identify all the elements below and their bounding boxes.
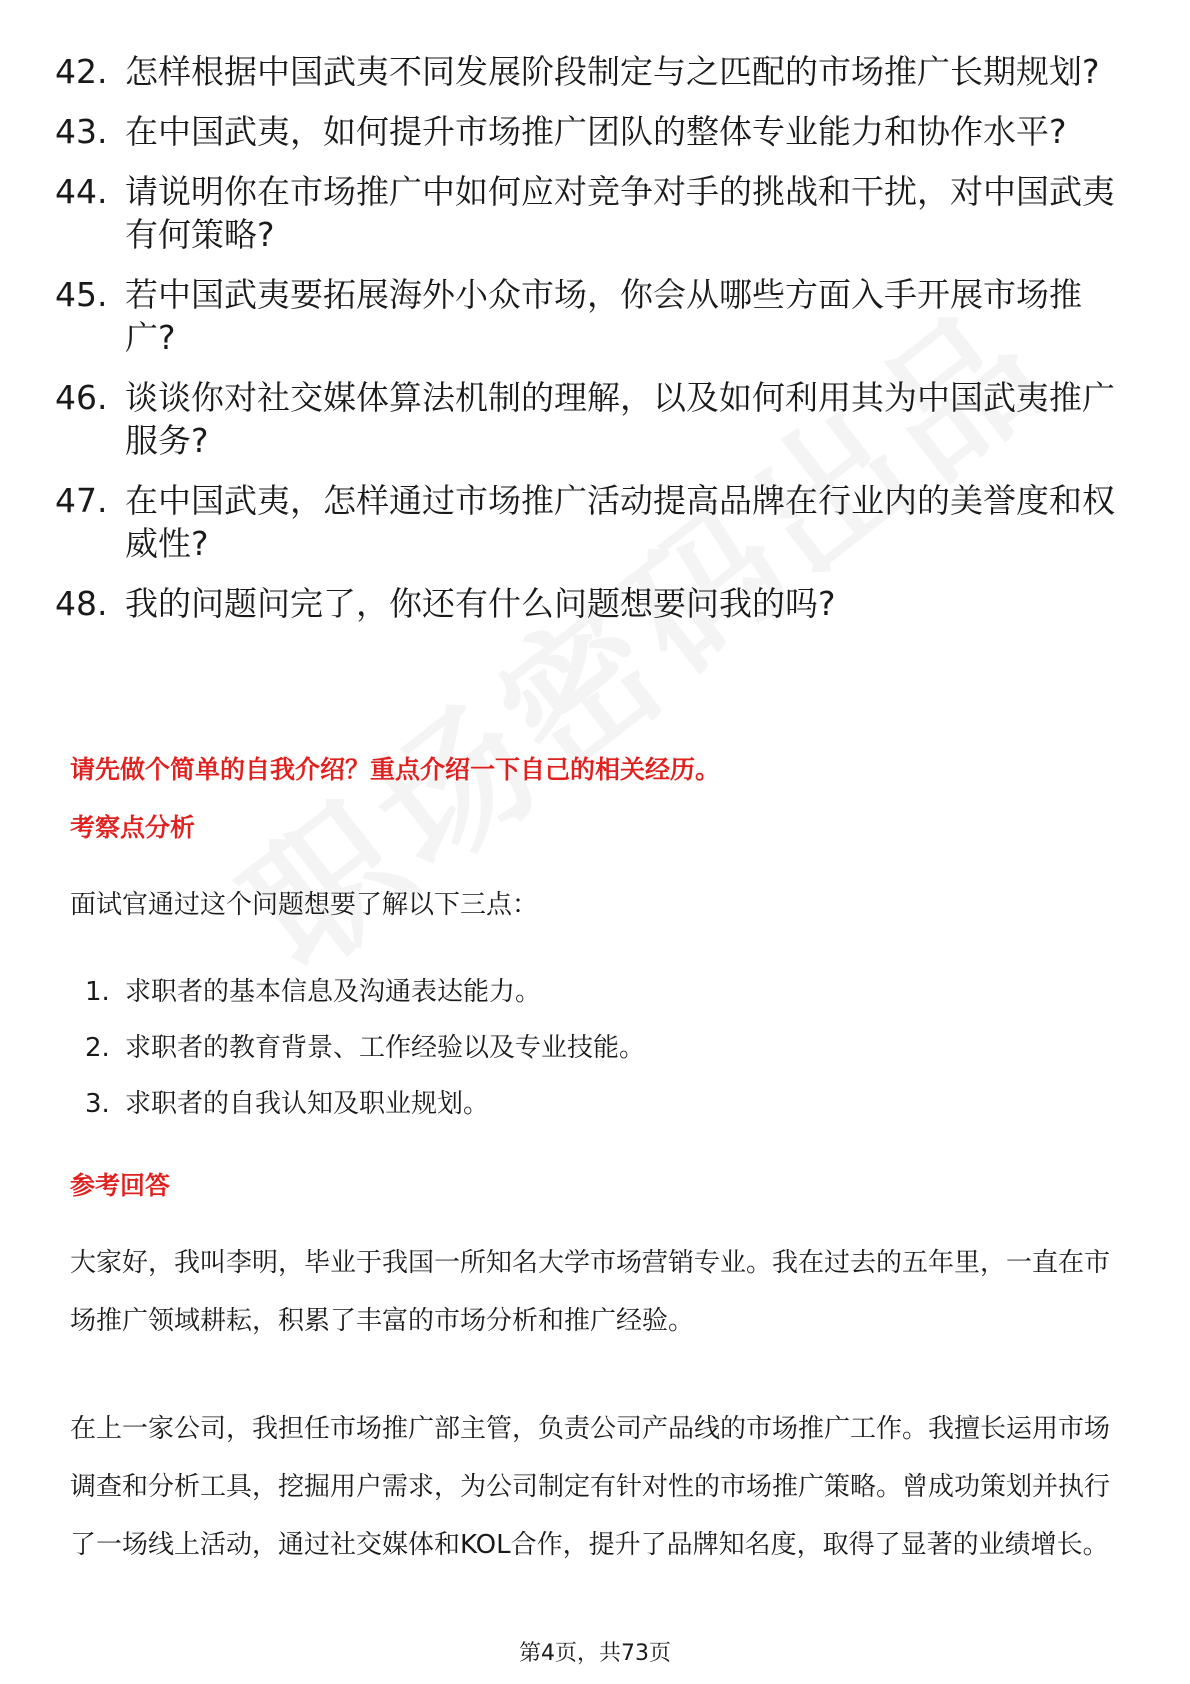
question-text: 请说明你在市场推广中如何应对竞争对手的挑战和干扰，对中国武夷有何策略?	[125, 172, 1115, 254]
question-number: 44.	[55, 172, 108, 211]
question-item	[55, 110, 1125, 153]
question-list	[55, 50, 1125, 642]
question-text: 我的问题问完了，你还有什么问题想要问我的吗?	[125, 584, 836, 623]
featured-question: 请先做个简单的自我介绍？重点介绍一下自己的相关经历。	[70, 755, 721, 784]
question-item	[55, 582, 1125, 625]
question-item	[55, 376, 1125, 462]
question-text: 怎样根据中国武夷不同发展阶段制定与之匹配的市场推广长期规划?	[125, 52, 1100, 91]
answer-paragraph: 在上一家公司，我担任市场推广部主管，负责公司产品线的市场推广工作。我擅长运用市场调查和分析工具，挖掘用户需求，为公司制定有针对性的市场推广策略。曾成功策划并执行了一场线上活动，通过社交媒体和KOL合作，提升了品牌知名度，取得了显著的业绩增长。	[70, 1414, 1111, 1560]
analysis-points	[85, 964, 645, 1132]
question-text: 若中国武夷要拓展海外小众市场，你会从哪些方面入手开展市场推广?	[125, 275, 1082, 357]
analysis-point	[85, 1076, 645, 1132]
analysis-heading: 考察点分析	[70, 813, 196, 842]
point-text: 求职者的基本信息及沟通表达能力。	[125, 977, 542, 1007]
point-number: 1.	[85, 977, 110, 1007]
question-text: 在中国武夷，如何提升市场推广团队的整体专业能力和协作水平?	[125, 112, 1067, 151]
page-footer: 第4页，共73页	[519, 1641, 671, 1666]
question-item	[55, 273, 1125, 359]
question-item	[55, 479, 1125, 565]
analysis-intro: 面试官通过这个问题想要了解以下三点：	[70, 890, 539, 920]
question-number: 45.	[55, 275, 108, 314]
answer-heading: 参考回答	[70, 1171, 171, 1200]
point-text: 求职者的自我认知及职业规划。	[125, 1089, 490, 1119]
analysis-point	[85, 1020, 645, 1076]
answer-paragraph: 大家好，我叫李明，毕业于我国一所知名大学市场营销专业。我在过去的五年里，一直在市场推广领域耕耘，积累了丰富的市场分析和推广经验。	[70, 1248, 1111, 1336]
question-item	[55, 170, 1125, 256]
point-text: 求职者的教育背景、工作经验以及专业技能。	[125, 1033, 646, 1063]
question-number: 43.	[55, 112, 108, 151]
point-number: 3.	[85, 1089, 110, 1119]
question-number: 47.	[55, 481, 108, 520]
analysis-point	[85, 964, 645, 1020]
question-text: 在中国武夷，怎样通过市场推广活动提高品牌在行业内的美誉度和权威性?	[125, 481, 1115, 563]
point-number: 2.	[85, 1033, 110, 1063]
question-number: 42.	[55, 52, 108, 91]
question-number: 46.	[55, 378, 108, 417]
question-text: 谈谈你对社交媒体算法机制的理解，以及如何利用其为中国武夷推广服务?	[125, 378, 1115, 460]
question-number: 48.	[55, 584, 108, 623]
question-item	[55, 50, 1125, 93]
